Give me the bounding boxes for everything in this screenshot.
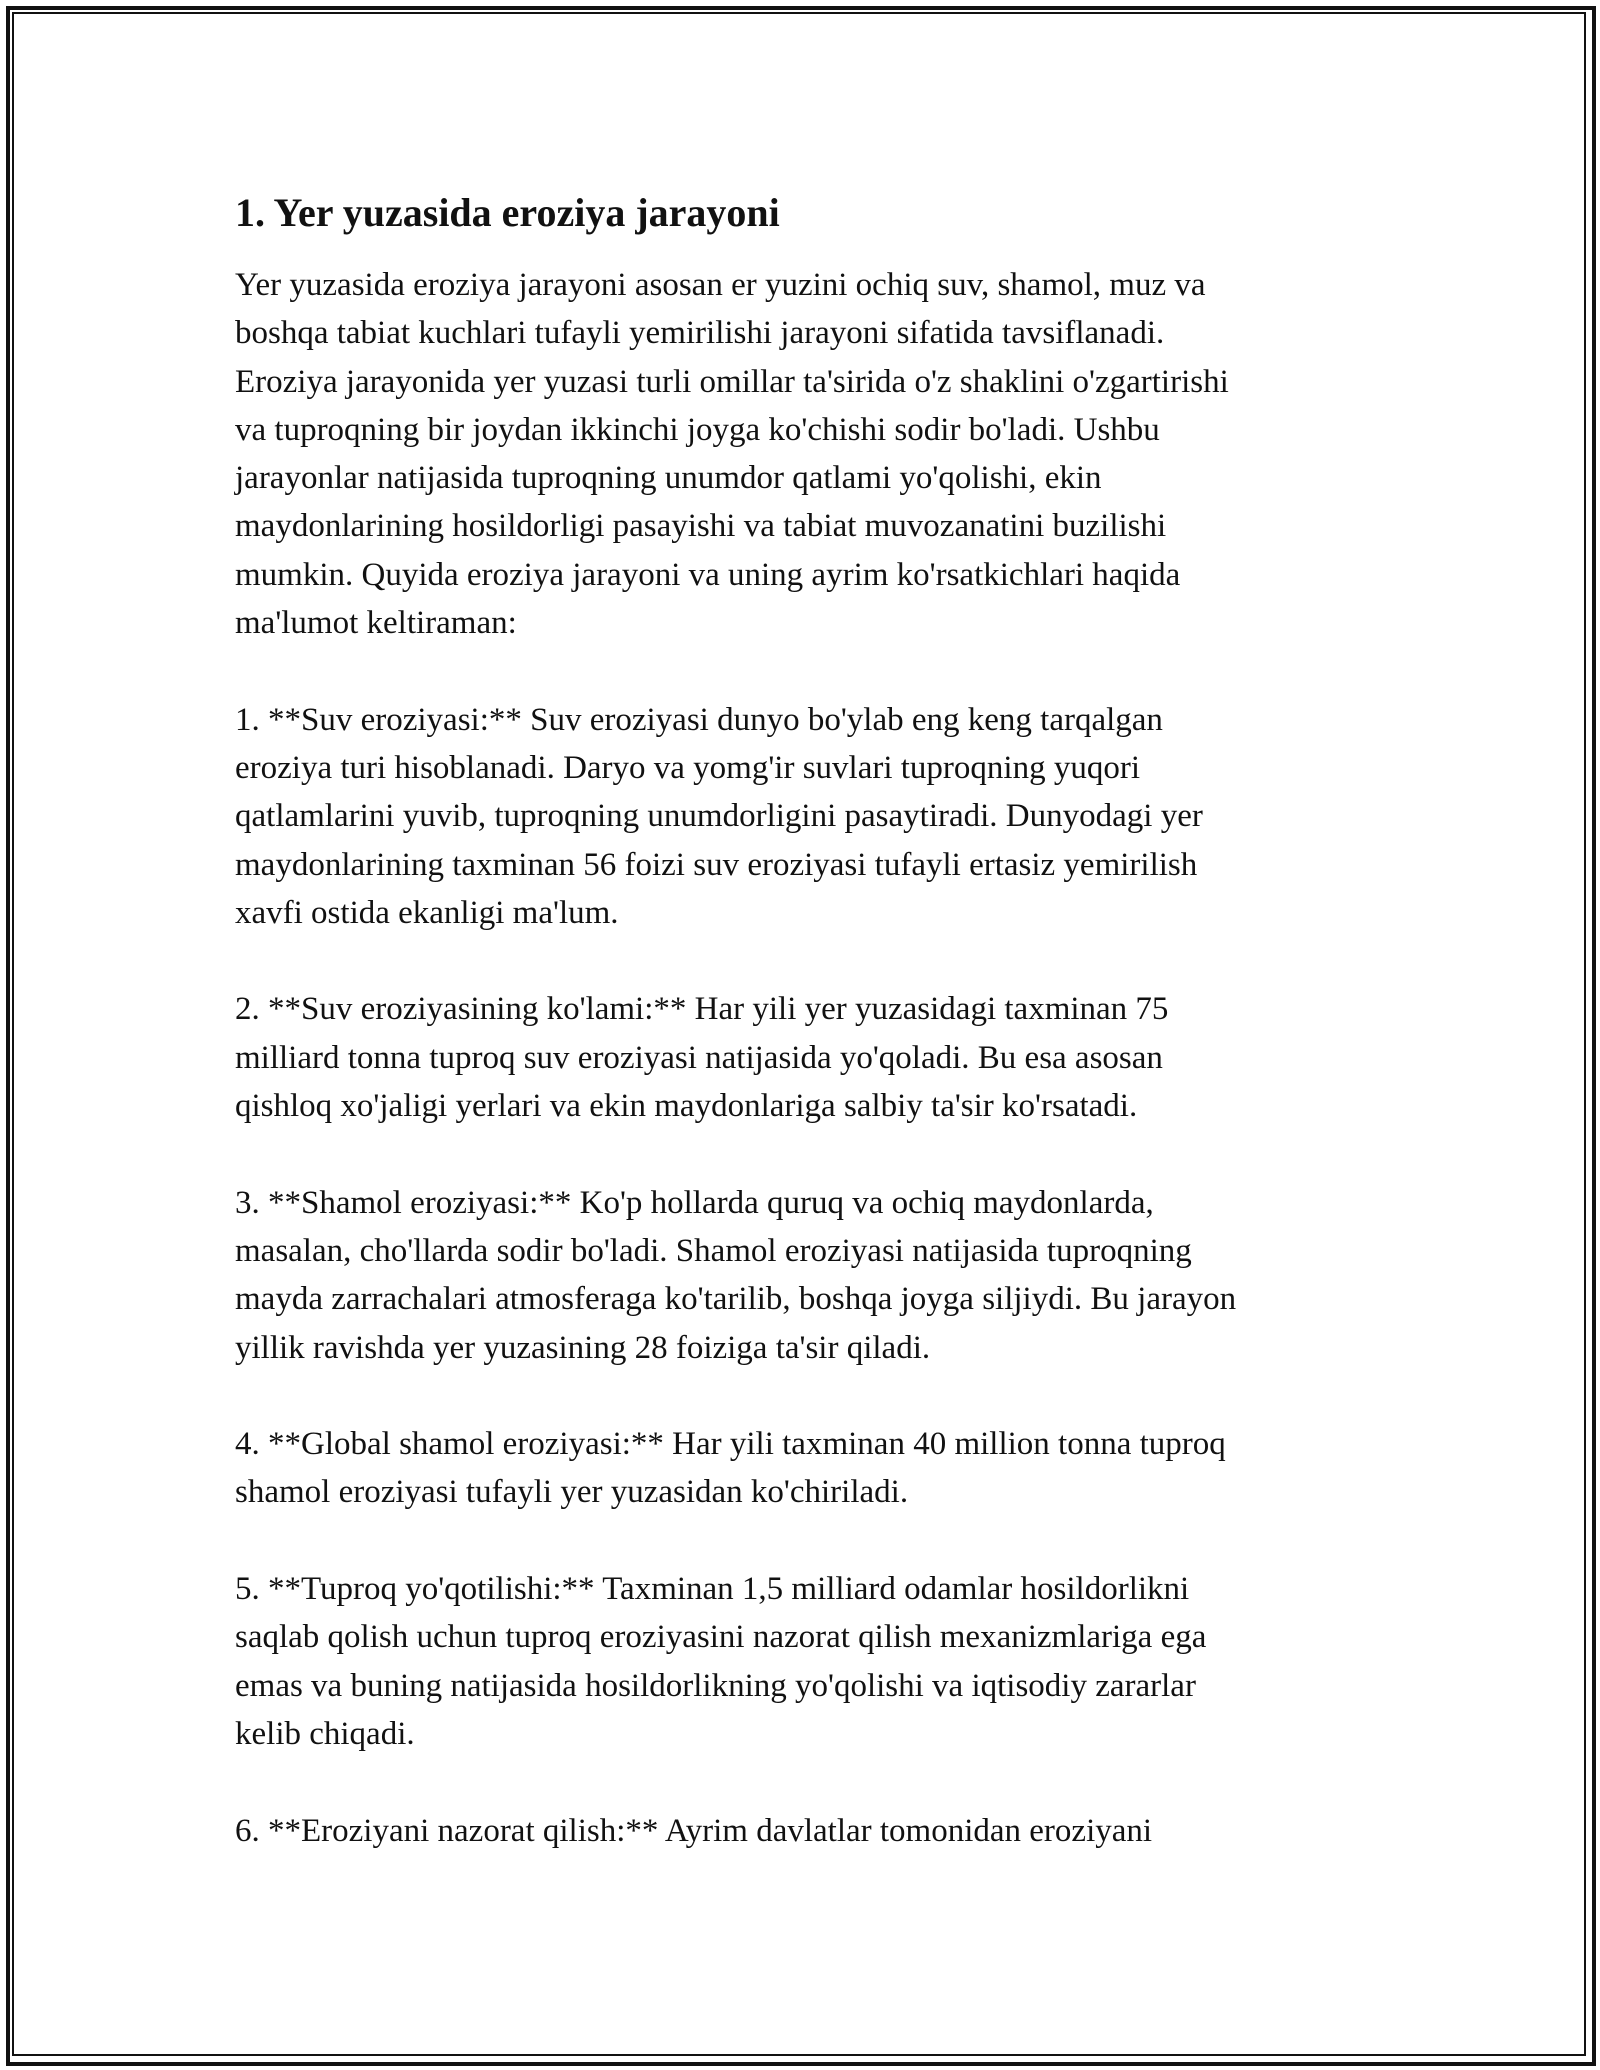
list-item-water-erosion: 1. **Suv eroziyasi:** Suv eroziyasi dunyo bo'ylab eng keng tarqalgan eroziya turi hisoblanadi. Daryo va yomg'ir suvlari tuproqning yuqori qatlamlarini yuvib, tuproqning unumdorligini pasaytiradi. Dunyodagi yer maydonlarining taxminan 56 foizi suv eroziyasi tufayli ertasiz yemirilish xavfi ostida ekanligi ma'lum. [235, 701, 1203, 931]
paragraph-gap [235, 1758, 1385, 1806]
list-item-wind-erosion: 3. **Shamol eroziyasi:** Ko'p hollarda quruq va ochiq maydonlarda, masalan, cho'llarda sodir bo'ladi. Shamol eroziyasi natijasida tuproqning mayda zarrachalari atmosferaga ko'tarilib, boshqa joyga siljiydi. Bu jarayon yillik ravishda yer yuzasining 28 foiziga ta'sir qiladi. [235, 1184, 1237, 1366]
paragraph-gap [235, 937, 1385, 985]
paragraph-gap [235, 1517, 1385, 1565]
document-body [235, 185, 1385, 1855]
intro-paragraph: Yer yuzasida eroziya jarayoni asosan er yuzini ochiq suv, shamol, muz va boshqa tabiat kuchlari tufayli yemirilishi jarayoni sifatida tavsiflanadi. Eroziya jarayonida yer yuzasi turli omillar ta'sirida o'z shaklini o'zgartirishi va tuproqning bir joydan ikkinchi joyga ko'chishi sodir bo'ladi. Ushbu jarayonlar natijasida tuproqning unumdor qatlami yo'qolishi, ekin maydonlarining hosildorligi pasayishi va tabiat muvozanatini buzilishi mumkin. Quyida eroziya jarayoni va uning ayrim ko'rsatkichlari haqida ma'lumot keltiraman: [235, 267, 1229, 642]
paragraph-gap [235, 1130, 1385, 1178]
document-heading: 1. Yer yuzasida eroziya jarayoni [235, 190, 780, 235]
list-item-global-wind-erosion: 4. **Global shamol eroziyasi:** Har yili taxminan 40 million tonna tuproq shamol eroziyasi tufayli yer yuzasidan ko'chiriladi. [235, 1426, 1226, 1511]
paragraph-gap [235, 647, 1385, 695]
list-item-soil-loss: 5. **Tuproq yo'qotilishi:** Taxminan 1,5 milliard odamlar hosildorlikni saqlab qolish uchun tuproq eroziyasini nazorat qilish mexanizmlariga ega emas va buning natijasida hosildorlikning yo'qolishi va iqtisodiy zararlar kelib chiqadi. [235, 1571, 1207, 1752]
list-item-erosion-control: 6. **Eroziyani nazorat qilish:** Ayrim davlatlar tomonidan eroziyani [235, 1812, 1153, 1849]
paragraph-gap [235, 1372, 1385, 1420]
list-item-water-erosion-scale: 2. **Suv eroziyasining ko'lami:** Har yili yer yuzasidagi taxminan 75 milliard tonna tuproq suv eroziyasi natijasida yo'qoladi. Bu esa asosan qishloq xo'jaligi yerlari va ekin maydonlariga salbiy ta'sir ko'rsatadi. [235, 991, 1169, 1125]
